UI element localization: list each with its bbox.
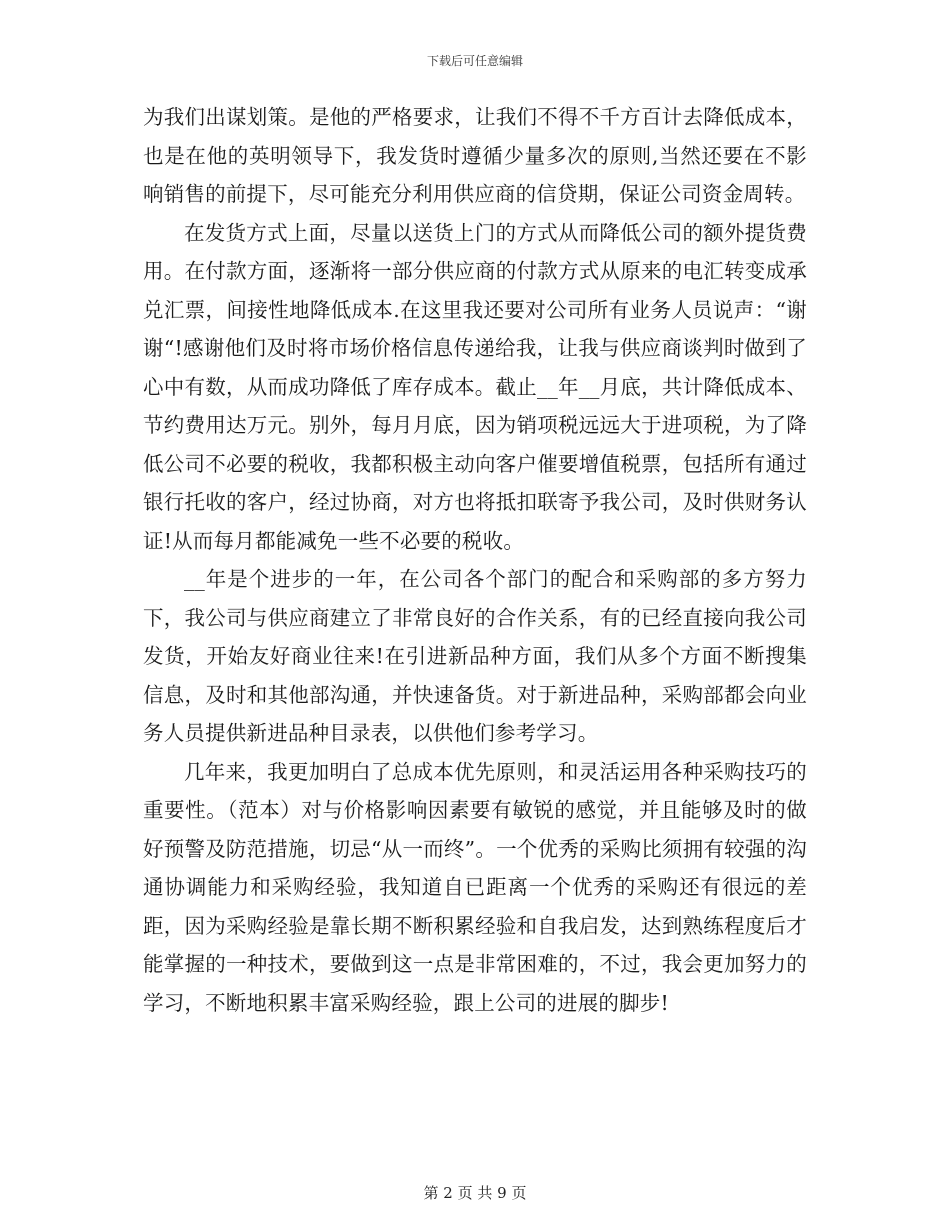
paragraph-4: 几年来，我更加明白了总成本优先原则，和灵活运用各种采购技巧的重要性。（范本）对与价格影响因素要有敏锐的感觉，并且能够及时的做好预警及防范措施，切忌“从一而终”。一个优秀的采购比须拥有较强的沟通协调能力和采购经验，我知道自已距离一个优秀的采购还有很远的差距，因为采购经验是靠长期不断积累经验和自我启发，达到熟练程度后才能掌握的一种技术，要做到这一点是非常困难的，不过，我会更加努力的学习，不断地积累丰富采购经验，跟上公司的进展的脚步! bbox=[143, 759, 807, 1015]
paragraph-2: 在发货方式上面，尽量以送货上门的方式从而降低公司的额外提货费用。在付款方面，逐渐将一部分供应商的付款方式从原来的电汇转变成承兑汇票，间接性地降低成本.在这里我还要对公司所有业务人员说声：“谢谢“!感谢他们及时将市场价格信息传递给我，让我与供应商谈判时做到了心中有数，从而成功降低了库存成本。截止__年__月底，共计降低成本、节约费用达万元。别外，每月月底，因为销项税远远大于进项税，为了降低公司不必要的税收，我都积极主动向客户催要增值税票，包括所有通过银行托收的客户，经过协商，对方也将抵扣联寄予我公司，及时供财务认证!从而每月都能减免一些不必要的税收。 bbox=[143, 220, 807, 553]
paragraph-3: __年是个进步的一年，在公司各个部门的配合和采购部的多方努力下，我公司与供应商建立了非常良好的合作关系，有的已经直接向我公司发货，开始友好商业往来!在引进新品种方面，我们从多个方面不断搜集信息，及时和其他部沟通，并快速备货。对于新进品种，采购部都会向业务人员提供新进品种目录表，以供他们参考学习。 bbox=[143, 567, 807, 745]
document-body bbox=[143, 98, 807, 1022]
page-header-note: 下载后可任意编辑 bbox=[426, 54, 523, 68]
paragraph-1: 为我们出谋划策。是他的严格要求，让我们不得不千方百计去降低成本，也是在他的英明领导下，我发货时遵循少量多次的原则,当然还要在不影响销售的前提下，尽可能充分利用供应商的信贷期，保证公司资金周转。 bbox=[143, 105, 807, 206]
page-number: 第 2 页 共 9 页 bbox=[423, 1184, 527, 1202]
